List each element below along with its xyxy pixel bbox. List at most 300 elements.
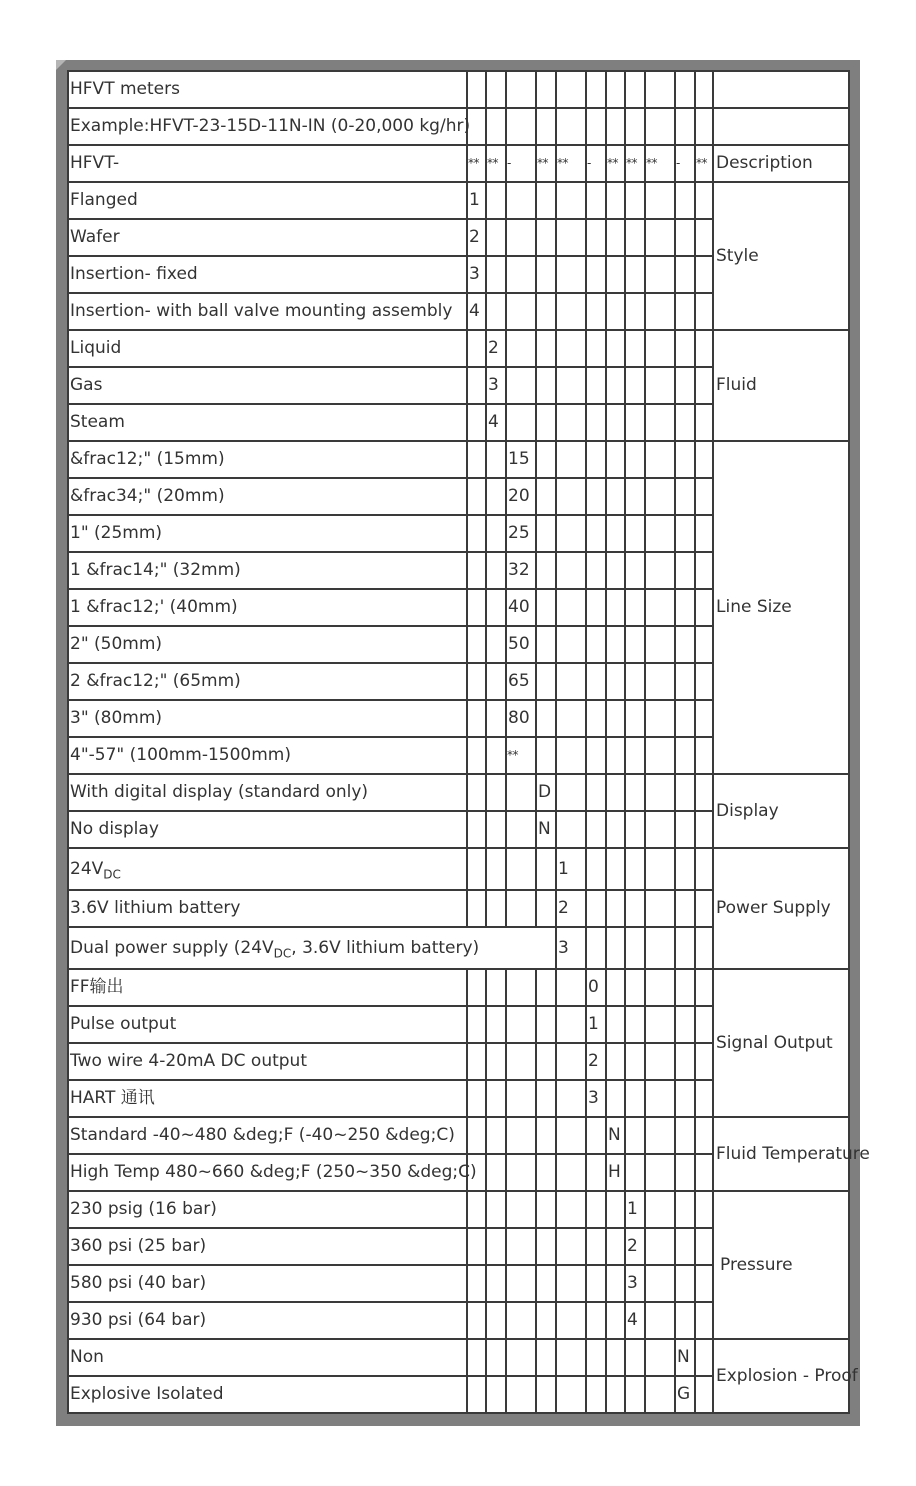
empty-cell xyxy=(713,108,849,145)
empty-cell xyxy=(506,1117,536,1154)
empty-cell xyxy=(606,1006,625,1043)
empty-cell xyxy=(625,441,645,478)
empty-cell xyxy=(467,1080,486,1117)
empty-cell xyxy=(486,108,506,145)
empty-cell xyxy=(695,1376,713,1413)
empty-cell xyxy=(467,1265,486,1302)
empty-cell xyxy=(506,256,536,293)
empty-cell xyxy=(486,1043,506,1080)
empty-cell xyxy=(625,737,645,774)
empty-cell xyxy=(536,182,556,219)
empty-cell xyxy=(536,589,556,626)
group-style: Style xyxy=(713,182,849,330)
empty-cell xyxy=(536,1154,556,1191)
empty-cell xyxy=(506,1043,536,1080)
empty-cell xyxy=(467,1191,486,1228)
empty-cell xyxy=(645,293,675,330)
code-mark: ** xyxy=(486,145,506,182)
empty-cell xyxy=(467,367,486,404)
empty-cell xyxy=(645,1191,675,1228)
option-label: No display xyxy=(68,811,467,848)
empty-cell xyxy=(486,219,506,256)
empty-cell xyxy=(645,256,675,293)
empty-cell xyxy=(606,182,625,219)
empty-cell xyxy=(506,182,536,219)
empty-cell xyxy=(536,1302,556,1339)
empty-cell xyxy=(675,182,695,219)
empty-cell xyxy=(506,1376,536,1413)
empty-cell xyxy=(586,182,606,219)
empty-cell xyxy=(467,737,486,774)
empty-cell xyxy=(556,441,586,478)
empty-cell xyxy=(625,969,645,1006)
empty-cell xyxy=(556,478,586,515)
example-cell: Example:HFVT-23-15D-11N-IN (0-20,000 kg/hr) xyxy=(68,108,467,145)
empty-cell xyxy=(695,811,713,848)
empty-cell xyxy=(675,515,695,552)
empty-cell xyxy=(556,700,586,737)
empty-cell xyxy=(675,589,695,626)
empty-cell xyxy=(486,700,506,737)
empty-cell xyxy=(467,552,486,589)
empty-cell xyxy=(467,774,486,811)
empty-cell xyxy=(556,1265,586,1302)
empty-cell xyxy=(606,1376,625,1413)
empty-cell xyxy=(645,441,675,478)
option-code: 15 xyxy=(506,441,536,478)
empty-cell xyxy=(606,811,625,848)
option-code: H xyxy=(606,1154,625,1191)
code-mark: ** xyxy=(645,145,675,182)
empty-cell xyxy=(695,626,713,663)
option-code: 80 xyxy=(506,700,536,737)
empty-cell xyxy=(645,404,675,441)
empty-cell xyxy=(467,1006,486,1043)
empty-cell xyxy=(695,293,713,330)
empty-cell xyxy=(467,811,486,848)
empty-cell xyxy=(467,626,486,663)
option-label: $24V_{DC}$ xyxy=(68,848,467,890)
empty-cell xyxy=(536,256,556,293)
table-row xyxy=(68,848,849,890)
empty-cell xyxy=(586,293,606,330)
empty-cell xyxy=(467,1376,486,1413)
option-code: 25 xyxy=(506,515,536,552)
empty-cell xyxy=(645,330,675,367)
table-row xyxy=(68,182,849,219)
empty-cell xyxy=(625,1080,645,1117)
empty-cell xyxy=(486,293,506,330)
empty-cell xyxy=(586,1376,606,1413)
empty-cell xyxy=(675,108,695,145)
empty-cell xyxy=(506,1265,536,1302)
empty-cell xyxy=(695,404,713,441)
empty-cell xyxy=(467,404,486,441)
empty-cell xyxy=(536,1339,556,1376)
empty-cell xyxy=(606,515,625,552)
empty-cell xyxy=(536,219,556,256)
empty-cell xyxy=(556,969,586,1006)
empty-cell xyxy=(695,700,713,737)
empty-cell xyxy=(556,367,586,404)
code-label-cell: HFVT- xyxy=(68,145,467,182)
empty-cell xyxy=(486,969,506,1006)
option-code: N xyxy=(536,811,556,848)
empty-cell xyxy=(486,848,506,890)
empty-cell xyxy=(606,219,625,256)
empty-cell xyxy=(506,848,536,890)
option-code: 40 xyxy=(506,589,536,626)
empty-cell xyxy=(467,330,486,367)
empty-cell xyxy=(606,1080,625,1117)
empty-cell xyxy=(695,848,713,890)
empty-cell xyxy=(586,441,606,478)
option-code: 3 xyxy=(486,367,506,404)
empty-cell xyxy=(506,1154,536,1191)
empty-cell xyxy=(536,969,556,1006)
empty-cell xyxy=(467,848,486,890)
empty-cell xyxy=(536,478,556,515)
option-code: 65 xyxy=(506,663,536,700)
empty-cell xyxy=(625,1117,645,1154)
empty-cell xyxy=(556,256,586,293)
option-label: Wafer xyxy=(68,219,467,256)
empty-cell xyxy=(586,811,606,848)
empty-cell xyxy=(586,1154,606,1191)
empty-cell xyxy=(645,626,675,663)
empty-cell xyxy=(695,737,713,774)
empty-cell xyxy=(467,71,486,108)
option-code: 2 xyxy=(467,219,486,256)
empty-cell xyxy=(695,1265,713,1302)
empty-cell xyxy=(556,811,586,848)
empty-cell xyxy=(695,1117,713,1154)
empty-cell xyxy=(606,1339,625,1376)
empty-cell xyxy=(675,1117,695,1154)
empty-cell xyxy=(625,1376,645,1413)
group-fluid: Fluid xyxy=(713,330,849,441)
empty-cell xyxy=(486,1376,506,1413)
empty-cell xyxy=(645,1117,675,1154)
empty-cell xyxy=(586,737,606,774)
empty-cell xyxy=(586,478,606,515)
empty-cell xyxy=(536,441,556,478)
empty-cell xyxy=(506,1228,536,1265)
empty-cell xyxy=(695,969,713,1006)
empty-cell xyxy=(536,1265,556,1302)
empty-cell xyxy=(486,774,506,811)
empty-cell xyxy=(695,1043,713,1080)
empty-cell xyxy=(695,589,713,626)
empty-cell xyxy=(556,589,586,626)
empty-cell xyxy=(556,108,586,145)
code-mark: ** xyxy=(467,145,486,182)
empty-cell xyxy=(556,330,586,367)
empty-cell xyxy=(606,1043,625,1080)
option-code: 0 xyxy=(586,969,606,1006)
empty-cell xyxy=(606,774,625,811)
empty-cell xyxy=(606,848,625,890)
empty-cell xyxy=(556,1228,586,1265)
description-header: Description xyxy=(713,145,849,182)
empty-cell xyxy=(467,700,486,737)
empty-cell xyxy=(586,108,606,145)
empty-cell xyxy=(675,1302,695,1339)
empty-cell xyxy=(556,774,586,811)
empty-cell xyxy=(486,1339,506,1376)
empty-cell xyxy=(695,927,713,969)
empty-cell xyxy=(556,515,586,552)
empty-cell xyxy=(536,552,556,589)
table-row xyxy=(68,774,849,811)
empty-cell xyxy=(695,1228,713,1265)
empty-cell xyxy=(675,441,695,478)
group-display: Display xyxy=(713,774,849,848)
empty-cell xyxy=(586,71,606,108)
empty-cell xyxy=(675,737,695,774)
option-label: Dual power supply ($24V_{DC}$, 3.6V lithium battery) xyxy=(68,927,556,969)
empty-cell xyxy=(625,293,645,330)
empty-cell xyxy=(486,1154,506,1191)
empty-cell xyxy=(506,1080,536,1117)
empty-cell xyxy=(645,1339,675,1376)
empty-cell xyxy=(625,927,645,969)
empty-cell xyxy=(467,515,486,552)
empty-cell xyxy=(645,1302,675,1339)
empty-cell xyxy=(486,1117,506,1154)
empty-cell xyxy=(695,1006,713,1043)
empty-cell xyxy=(536,71,556,108)
empty-cell xyxy=(486,441,506,478)
empty-cell xyxy=(675,367,695,404)
empty-cell xyxy=(645,774,675,811)
code-mark: ** xyxy=(625,145,645,182)
empty-cell xyxy=(586,404,606,441)
empty-cell xyxy=(606,367,625,404)
empty-cell xyxy=(675,330,695,367)
empty-cell xyxy=(695,1191,713,1228)
empty-cell xyxy=(606,737,625,774)
empty-cell xyxy=(536,1080,556,1117)
code-mark: - xyxy=(675,145,695,182)
empty-cell xyxy=(695,478,713,515)
empty-cell xyxy=(586,927,606,969)
empty-cell xyxy=(467,1043,486,1080)
empty-cell xyxy=(625,182,645,219)
option-label: Pulse output xyxy=(68,1006,467,1043)
empty-cell xyxy=(506,1339,536,1376)
empty-cell xyxy=(586,1302,606,1339)
empty-cell xyxy=(467,663,486,700)
empty-cell xyxy=(556,1376,586,1413)
option-label: Gas xyxy=(68,367,467,404)
empty-cell xyxy=(506,219,536,256)
empty-cell xyxy=(486,182,506,219)
empty-cell xyxy=(536,1191,556,1228)
table-row xyxy=(68,71,849,108)
empty-cell xyxy=(606,626,625,663)
table-row xyxy=(68,145,849,182)
empty-cell xyxy=(713,71,849,108)
empty-cell xyxy=(695,256,713,293)
empty-cell xyxy=(506,774,536,811)
empty-cell xyxy=(606,1228,625,1265)
empty-cell xyxy=(536,404,556,441)
empty-cell xyxy=(645,848,675,890)
empty-cell xyxy=(536,737,556,774)
empty-cell xyxy=(645,1043,675,1080)
empty-cell xyxy=(625,515,645,552)
empty-cell xyxy=(467,890,486,927)
option-label: 4"-57" (100mm-1500mm) xyxy=(68,737,467,774)
empty-cell xyxy=(675,404,695,441)
empty-cell xyxy=(506,108,536,145)
empty-cell xyxy=(586,890,606,927)
option-label: HART 通讯 xyxy=(68,1080,467,1117)
table-row xyxy=(68,1339,849,1376)
empty-cell xyxy=(467,1339,486,1376)
empty-cell xyxy=(467,589,486,626)
empty-cell xyxy=(606,441,625,478)
code-mark: ** xyxy=(695,145,713,182)
empty-cell xyxy=(625,774,645,811)
option-code: 1 xyxy=(556,848,586,890)
empty-cell xyxy=(556,663,586,700)
empty-cell xyxy=(586,330,606,367)
empty-cell xyxy=(645,1080,675,1117)
empty-cell xyxy=(486,737,506,774)
empty-cell xyxy=(606,1191,625,1228)
empty-cell xyxy=(625,1154,645,1191)
empty-cell xyxy=(556,552,586,589)
empty-cell xyxy=(625,256,645,293)
empty-cell xyxy=(536,1006,556,1043)
option-label: 1 &frac14;" (32mm) xyxy=(68,552,467,589)
empty-cell xyxy=(645,71,675,108)
empty-cell xyxy=(695,1154,713,1191)
group-line-size: Line Size xyxy=(713,441,849,774)
empty-cell xyxy=(606,256,625,293)
empty-cell xyxy=(486,663,506,700)
empty-cell xyxy=(675,1043,695,1080)
option-label: &frac12;" (15mm) xyxy=(68,441,467,478)
empty-cell xyxy=(645,1265,675,1302)
empty-cell xyxy=(625,700,645,737)
empty-cell xyxy=(536,293,556,330)
option-label: Standard -40~480 &deg;F (-40~250 &deg;C) xyxy=(68,1117,467,1154)
empty-cell xyxy=(625,589,645,626)
empty-cell xyxy=(675,293,695,330)
empty-cell xyxy=(675,1228,695,1265)
option-label: High Temp 480~660 &deg;F (250~350 &deg;C) xyxy=(68,1154,467,1191)
option-code: 4 xyxy=(467,293,486,330)
empty-cell xyxy=(536,848,556,890)
empty-cell xyxy=(486,552,506,589)
empty-cell xyxy=(645,927,675,969)
empty-cell xyxy=(675,552,695,589)
empty-cell xyxy=(486,811,506,848)
empty-cell xyxy=(625,1339,645,1376)
empty-cell xyxy=(586,663,606,700)
option-code: 4 xyxy=(486,404,506,441)
empty-cell xyxy=(625,330,645,367)
empty-cell xyxy=(645,969,675,1006)
empty-cell xyxy=(506,811,536,848)
empty-cell xyxy=(675,848,695,890)
empty-cell xyxy=(536,1117,556,1154)
option-code: N xyxy=(606,1117,625,1154)
empty-cell xyxy=(695,367,713,404)
empty-cell xyxy=(675,478,695,515)
empty-cell xyxy=(695,663,713,700)
empty-cell xyxy=(675,700,695,737)
empty-cell xyxy=(645,589,675,626)
empty-cell xyxy=(486,1080,506,1117)
empty-cell xyxy=(606,1302,625,1339)
option-label: With digital display (standard only) xyxy=(68,774,467,811)
empty-cell xyxy=(536,330,556,367)
empty-cell xyxy=(625,71,645,108)
empty-cell xyxy=(586,256,606,293)
empty-cell xyxy=(695,219,713,256)
empty-cell xyxy=(486,478,506,515)
empty-cell xyxy=(606,552,625,589)
empty-cell xyxy=(556,1080,586,1117)
empty-cell xyxy=(506,330,536,367)
empty-cell xyxy=(625,478,645,515)
empty-cell xyxy=(625,1043,645,1080)
empty-cell xyxy=(486,626,506,663)
empty-cell xyxy=(586,1339,606,1376)
empty-cell xyxy=(606,330,625,367)
option-label: Explosive Isolated xyxy=(68,1376,467,1413)
empty-cell xyxy=(645,515,675,552)
empty-cell xyxy=(586,700,606,737)
empty-cell xyxy=(467,1228,486,1265)
empty-cell xyxy=(645,552,675,589)
option-code: 50 xyxy=(506,626,536,663)
empty-cell xyxy=(625,663,645,700)
empty-cell xyxy=(695,1080,713,1117)
empty-cell xyxy=(645,1006,675,1043)
code-mark: ** xyxy=(556,145,586,182)
empty-cell xyxy=(606,927,625,969)
empty-cell xyxy=(556,219,586,256)
empty-cell xyxy=(556,293,586,330)
empty-cell xyxy=(675,927,695,969)
empty-cell xyxy=(606,969,625,1006)
empty-cell xyxy=(645,478,675,515)
empty-cell xyxy=(556,404,586,441)
option-label: FF输出 xyxy=(68,969,467,1006)
empty-cell xyxy=(536,515,556,552)
empty-cell xyxy=(695,1302,713,1339)
empty-cell xyxy=(556,1154,586,1191)
empty-cell xyxy=(625,1006,645,1043)
option-code: 2 xyxy=(556,890,586,927)
empty-cell xyxy=(645,700,675,737)
option-label: 3.6V lithium battery xyxy=(68,890,467,927)
empty-cell xyxy=(556,71,586,108)
empty-cell xyxy=(675,811,695,848)
option-label: Liquid xyxy=(68,330,467,367)
option-code: ** xyxy=(506,737,536,774)
ordering-code-table xyxy=(67,70,870,1414)
empty-cell xyxy=(675,71,695,108)
empty-cell xyxy=(586,589,606,626)
group-fluid-temperature: Fluid Temperature xyxy=(713,1117,849,1191)
empty-cell xyxy=(556,1117,586,1154)
